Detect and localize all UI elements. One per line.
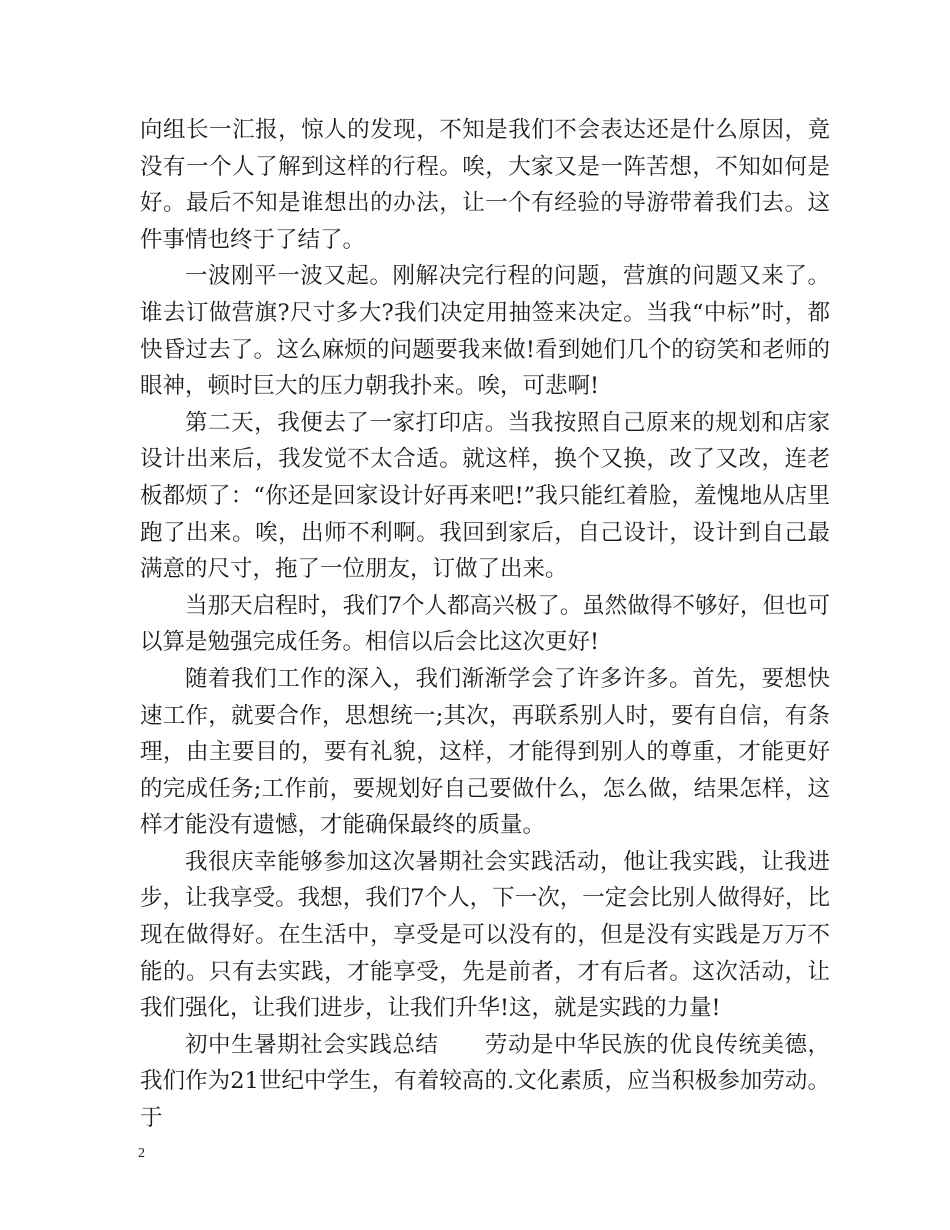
paragraph-3: 第二天，我便去了一家打印店。当我按照自己原来的规划和店家设计出来后，我发觉不太合适。就这样，换个又换，改了又改，连老板都烦了：“你还是回家设计好再来吧!”我只能红着脸，羞愧地从店里跑了出来。唉，出师不利啊。我回到家后，自己设计，设计到自己最满意的尺寸，拖了一位朋友，订做了出来。 [140,409,830,583]
paragraph-6: 我很庆幸能够参加这次暑期社会实践活动，他让我实践，让我进步，让我享受。我想，我们7个人，下一次，一定会比别人做得好，比现在做得好。在生活中，享受是可以没有的，但是没有实践是万万不能的。只有去实践，才能享受，先是前者，才有后者。这次活动，让我们强化，让我们进步，让我们升华!这，就是实践的力量! [140,848,830,1022]
paragraph-7 [140,1027,830,1137]
paragraph-1: 向组长一汇报，惊人的发现，不知是我们不会表达还是什么原因，竟没有一个人了解到这样的行程。唉，大家又是一阵苦想，不知如何是好。最后不知是谁想出的办法，让一个有经验的导游带着我们去。这件事情也终于了结了。 [140,117,830,253]
document-body [140,112,830,1137]
section-heading: 初中生暑期社会实践总结 [185,1031,439,1058]
page-number: 2 [138,1146,145,1161]
paragraph-5: 随着我们工作的深入，我们渐渐学会了许多许多。首先，要想快速工作，就要合作，思想统一;其次，再联系别人时，要有自信，有条理，由主要目的，要有礼貌，这样，才能得到别人的尊重，才能更好的完成任务;工作前，要规划好自己要做什么，怎么做，结果怎样，这样才能没有遗憾，才能确保最终的质量。 [140,665,830,839]
paragraph-2: 一波刚平一波又起。刚解决完行程的问题，营旗的问题又来了。谁去订做营旗?尺寸多大?我们决定用抽签来决定。当我“中标”时，都快昏过去了。这么麻烦的问题要我来做!看到她们几个的窃笑和老师的眼神，顿时巨大的压力朝我扑来。唉，可悲啊! [140,263,830,400]
paragraph-7-text: 劳动是中华民族的优良传统美德，我们作为21世纪中学生，有着较高的.文化素质，应当积极参加劳动。于 [140,1031,830,1132]
paragraph-4: 当那天启程时，我们7个人都高兴极了。虽然做得不够好，但也可以算是勉强完成任务。相信以后会比这次更好! [140,592,830,656]
